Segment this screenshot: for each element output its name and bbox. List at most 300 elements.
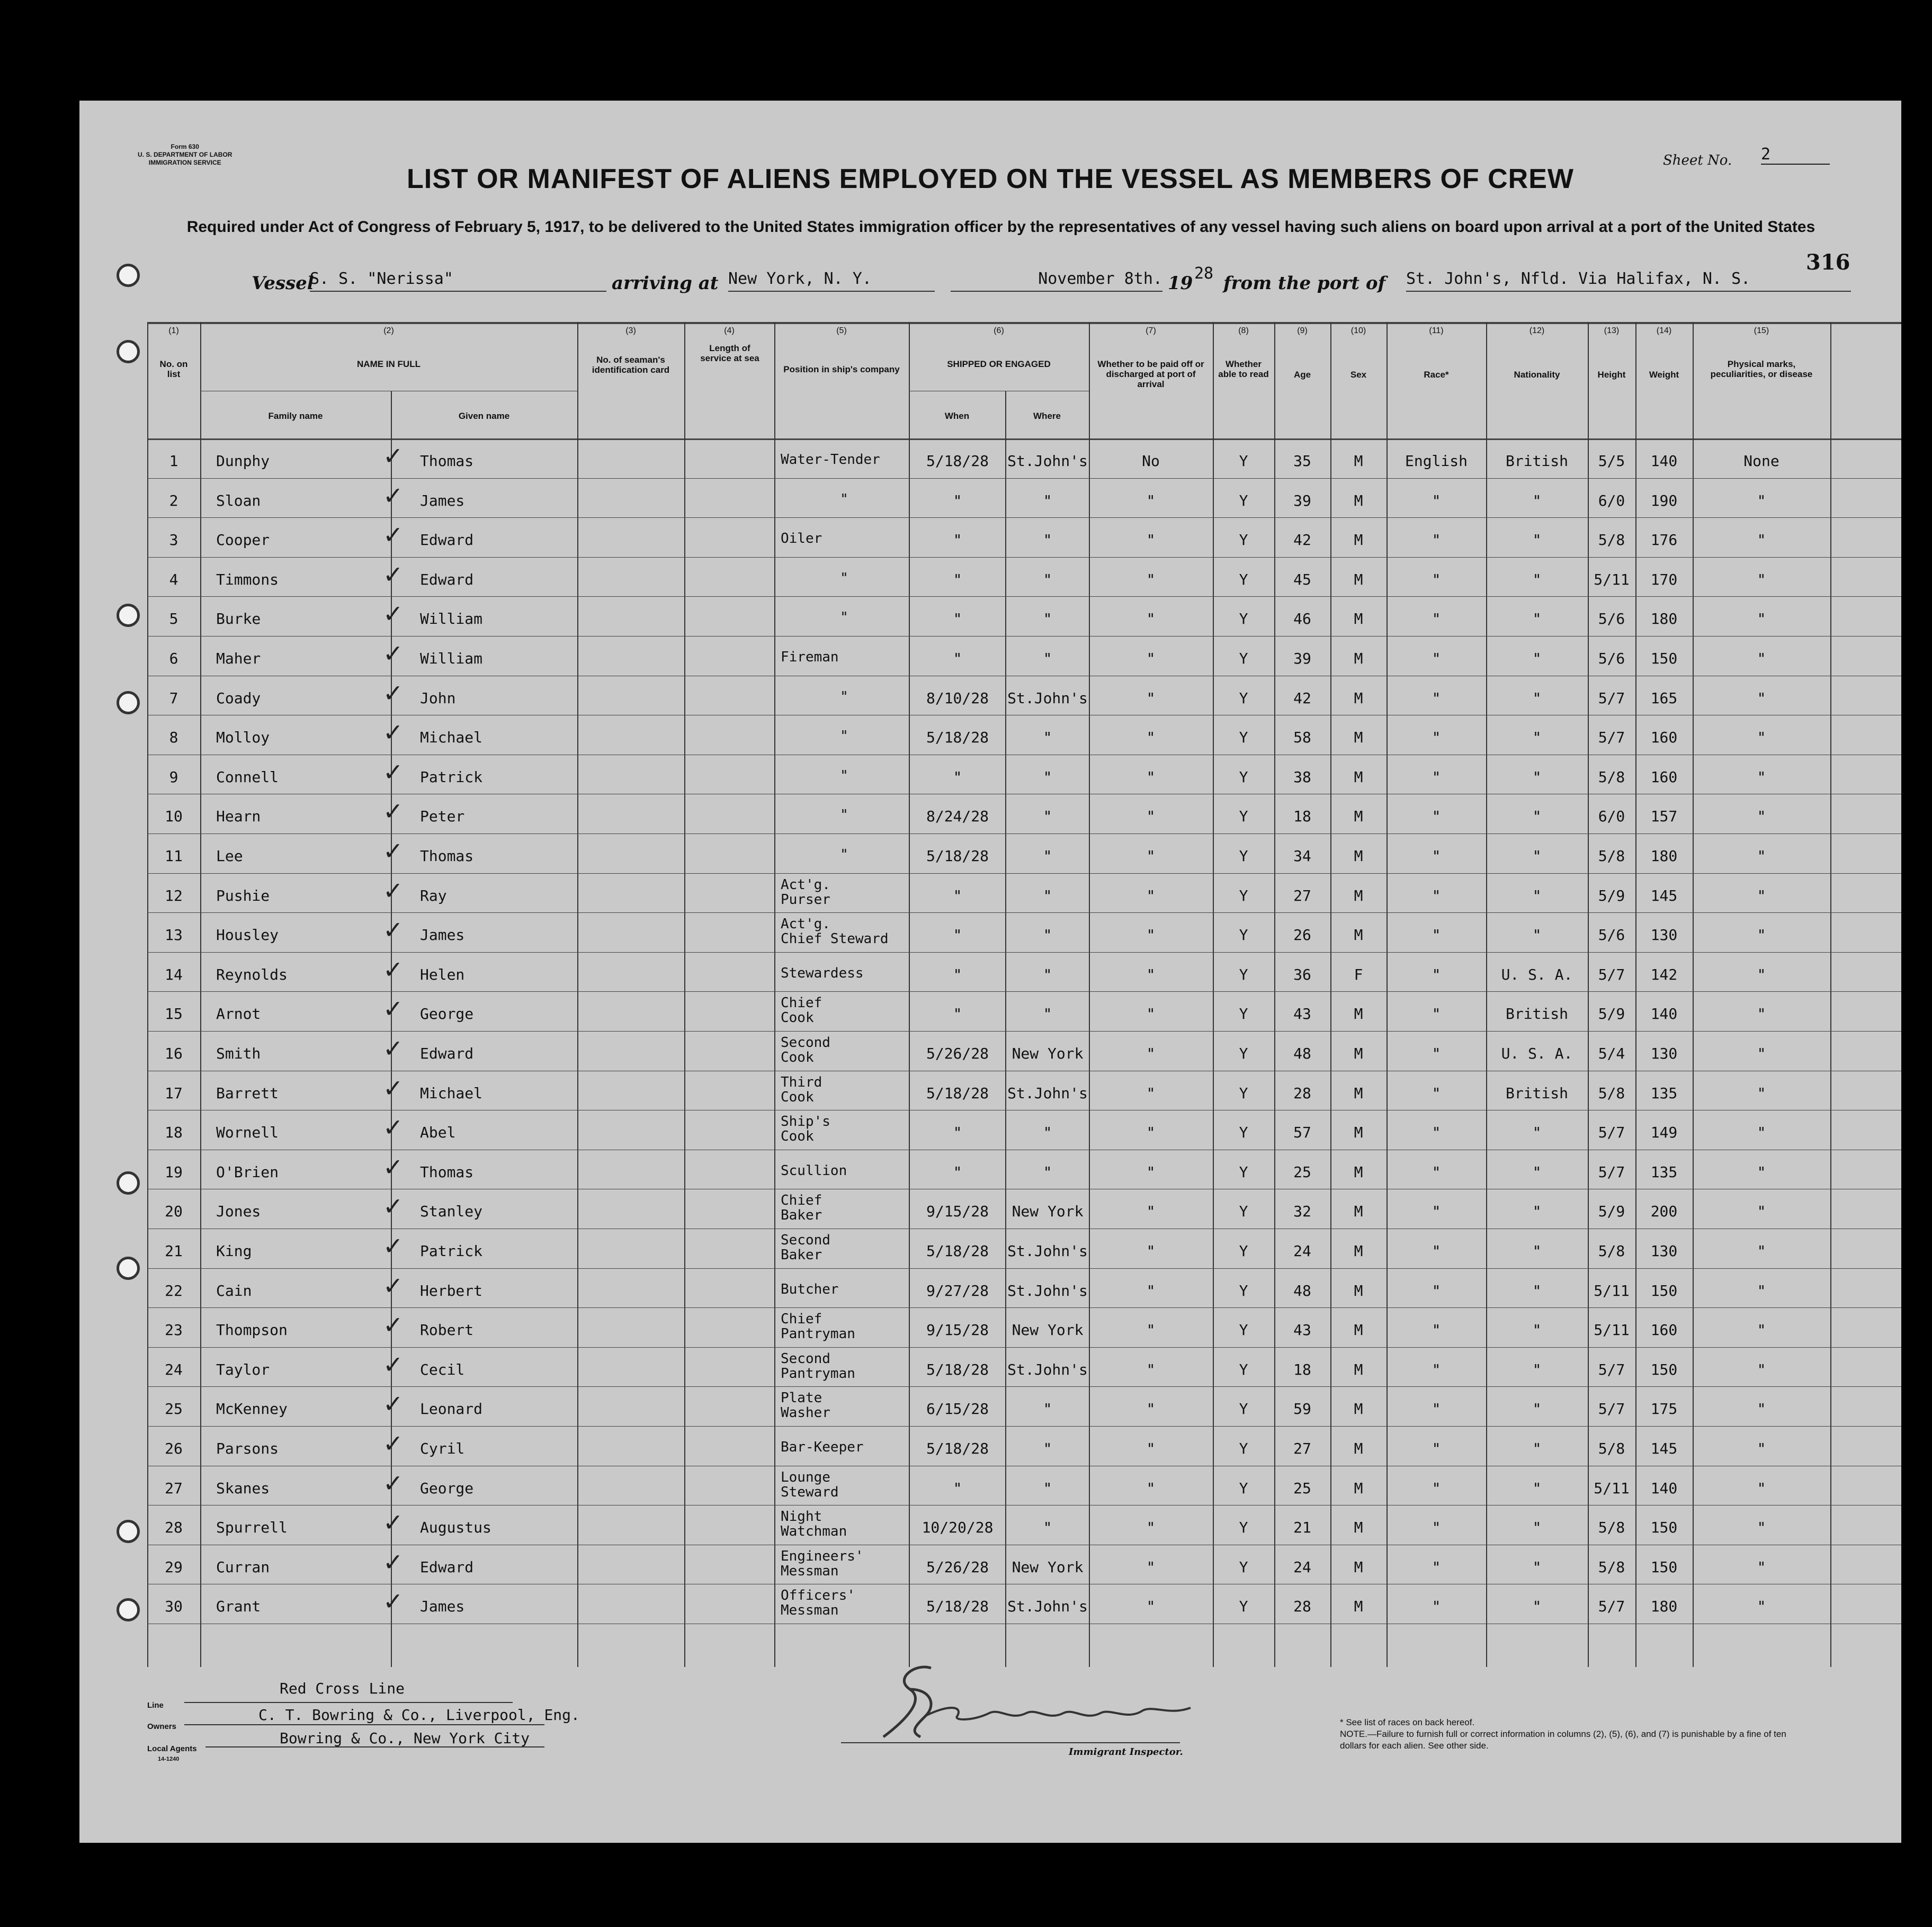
header-name-in-full: NAME IN FULL (357, 359, 421, 369)
cell-paid-off: " (1146, 1242, 1156, 1260)
cell-row-number: 24 (165, 1360, 183, 1378)
cell-shipped-where: " (1043, 808, 1052, 826)
cell-given-name: Thomas (420, 1163, 474, 1181)
cell-position: Fireman (781, 649, 839, 665)
cell-sex: M (1354, 452, 1363, 470)
header-nationality: Nationality (1514, 370, 1560, 380)
header-length-service: Length of service at sea (700, 343, 759, 363)
cell-weight: 160 (1650, 1321, 1678, 1339)
cell-physical-marks: " (1757, 1045, 1766, 1062)
cell-given-name: Patrick (420, 768, 483, 786)
cell-family-name: Spurrell (216, 1519, 288, 1537)
position-line-1: Chief (781, 995, 822, 1011)
cell-paid-off: " (1146, 1598, 1156, 1616)
cell-paid-off: " (1146, 1360, 1156, 1378)
cell-shipped-where: St.John's (1007, 1598, 1088, 1616)
cell-race: " (1432, 1124, 1441, 1142)
cell-sex: M (1354, 650, 1363, 667)
cell-family-name: Arnot (216, 1005, 261, 1023)
cell-race: " (1432, 1598, 1441, 1616)
row-rule (147, 1268, 1901, 1269)
cell-family-name: Pushie (216, 886, 270, 904)
cell-able-to-read: Y (1239, 926, 1248, 944)
cell-shipped-when: " (953, 886, 962, 904)
vessel-info-line (252, 264, 1893, 299)
cell-paid-off: " (1146, 1045, 1156, 1062)
cell-age: 59 (1293, 1400, 1311, 1418)
cell-shipped-when: " (953, 1163, 962, 1181)
binder-hole (117, 1520, 140, 1543)
cell-given-name: William (420, 610, 483, 628)
cell-sex: M (1354, 1045, 1363, 1062)
cell-able-to-read: Y (1239, 689, 1248, 707)
cell-row-number: 22 (165, 1281, 183, 1299)
cell-row-number: 21 (165, 1242, 183, 1260)
cell-physical-marks: " (1757, 650, 1766, 667)
cell-able-to-read: Y (1239, 1124, 1248, 1142)
cell-paid-off: " (1146, 808, 1156, 826)
position-line-1: Engineers' (781, 1548, 864, 1564)
cell-paid-off: " (1146, 1163, 1156, 1181)
cell-paid-off: " (1146, 1005, 1156, 1023)
cell-physical-marks: " (1757, 1321, 1766, 1339)
footnotes (1340, 1717, 1790, 1752)
cell-height: 5/7 (1598, 1360, 1625, 1378)
check-mark-icon: ✓ (383, 837, 404, 865)
cell-weight: 142 (1650, 965, 1678, 983)
cell-able-to-read: Y (1239, 1242, 1248, 1260)
check-mark-icon: ✓ (383, 757, 404, 786)
cell-row-number: 8 (169, 729, 178, 747)
cell-age: 21 (1293, 1519, 1311, 1537)
cell-height: 5/8 (1598, 1084, 1625, 1102)
check-mark-icon: ✓ (383, 1152, 404, 1181)
check-mark-icon: ✓ (383, 442, 404, 470)
cell-position (781, 1035, 908, 1065)
cell-able-to-read: Y (1239, 1321, 1248, 1339)
cell-weight: 130 (1650, 1045, 1678, 1062)
cell-weight: 180 (1650, 610, 1678, 628)
cell-paid-off: " (1146, 570, 1156, 588)
cell-position: " (840, 491, 848, 507)
line-label: Line (147, 1701, 164, 1710)
cell-age: 27 (1293, 1440, 1311, 1457)
cell-able-to-read: Y (1239, 847, 1248, 865)
cell-age: 28 (1293, 1598, 1311, 1616)
col-num-5: (5) (836, 326, 847, 335)
cell-physical-marks: " (1757, 1124, 1766, 1142)
position-line-2: Baker (781, 1247, 822, 1263)
check-mark-icon: ✓ (383, 599, 404, 629)
cell-height: 5/7 (1598, 1598, 1625, 1616)
cell-age: 45 (1293, 570, 1311, 588)
cell-family-name: King (216, 1242, 252, 1260)
row-rule (147, 517, 1901, 518)
cell-height: 5/8 (1598, 847, 1625, 865)
position-line-1: Ship's (781, 1114, 830, 1130)
row-rule (147, 952, 1901, 953)
cell-position (781, 1114, 908, 1144)
cell-nationality: British (1505, 452, 1568, 470)
cell-nationality: " (1532, 1203, 1542, 1221)
cell-sex: M (1354, 1400, 1363, 1418)
check-mark-icon: ✓ (383, 1113, 404, 1142)
cell-shipped-when: 8/10/28 (926, 689, 989, 707)
cell-family-name: Dunphy (216, 452, 270, 470)
cell-nationality: " (1532, 847, 1542, 865)
check-mark-icon: ✓ (383, 1468, 404, 1498)
cell-height: 5/7 (1598, 1163, 1625, 1181)
cell-family-name: Wornell (216, 1124, 279, 1142)
cell-family-name: Timmons (216, 570, 279, 588)
cell-paid-off: " (1146, 1440, 1156, 1457)
cell-nationality: " (1532, 808, 1542, 826)
cell-age: 42 (1293, 689, 1311, 707)
check-mark-icon: ✓ (383, 560, 404, 589)
cell-physical-marks: " (1757, 1360, 1766, 1378)
cell-weight: 135 (1650, 1084, 1678, 1102)
cell-able-to-read: Y (1239, 1163, 1248, 1181)
cell-given-name: James (420, 491, 465, 509)
cell-shipped-where: " (1043, 1519, 1052, 1537)
cell-physical-marks: " (1757, 1242, 1766, 1260)
cell-height: 5/8 (1598, 1440, 1625, 1457)
cell-age: 25 (1293, 1163, 1311, 1181)
header-position: Position in ship's company (783, 364, 900, 374)
cell-height: 5/7 (1598, 1400, 1625, 1418)
cell-physical-marks: " (1757, 570, 1766, 588)
header-when: When (944, 411, 970, 421)
cell-age: 18 (1293, 808, 1311, 826)
cell-paid-off: " (1146, 531, 1156, 549)
cell-able-to-read: Y (1239, 1084, 1248, 1102)
cell-shipped-when: " (953, 570, 962, 588)
from-port: St. John's, Nfld. Via Halifax, N. S. (1406, 270, 1851, 292)
cell-race: " (1432, 531, 1441, 549)
cell-position: " (840, 570, 848, 586)
cell-sex: M (1354, 1321, 1363, 1339)
col-num-11: (11) (1429, 326, 1444, 335)
check-mark-icon: ✓ (383, 639, 404, 668)
cell-paid-off: " (1146, 610, 1156, 628)
arriving-port: New York, N. Y. (728, 270, 935, 292)
cell-age: 28 (1293, 1084, 1311, 1102)
cell-family-name: Molloy (216, 729, 270, 747)
header-no-on-list: No. on list (159, 359, 188, 379)
cell-weight: 130 (1650, 1242, 1678, 1260)
position-line-1: Second (781, 1035, 830, 1051)
check-mark-icon: ✓ (383, 1350, 404, 1379)
cell-family-name: Housley (216, 926, 279, 944)
cell-sex: M (1354, 1558, 1363, 1576)
cell-sex: M (1354, 689, 1363, 707)
cell-sex: M (1354, 1084, 1363, 1102)
col-num-15: (15) (1754, 326, 1769, 335)
cell-nationality: " (1532, 1163, 1542, 1181)
cell-physical-marks: " (1757, 1203, 1766, 1221)
agents-value: Bowring & Co., New York City (280, 1729, 530, 1747)
row-rule (147, 991, 1901, 992)
cell-position (781, 1470, 908, 1500)
cell-position (781, 917, 908, 946)
cell-shipped-where: " (1043, 1479, 1052, 1497)
cell-position: " (840, 807, 848, 823)
cell-row-number: 25 (165, 1400, 183, 1418)
position-line-2: Pantryman (781, 1365, 855, 1382)
check-mark-icon: ✓ (383, 1508, 404, 1537)
cell-shipped-where: St.John's (1007, 452, 1088, 470)
cell-able-to-read: Y (1239, 610, 1248, 628)
year-suffix: 28 (1194, 264, 1214, 283)
cell-age: 46 (1293, 610, 1311, 628)
cell-shipped-when: " (953, 650, 962, 667)
cell-position (781, 1233, 908, 1262)
check-mark-icon: ✓ (383, 1073, 404, 1103)
cell-race: " (1432, 689, 1441, 707)
cell-height: 5/7 (1598, 689, 1625, 707)
position-line-1: Night (781, 1509, 822, 1525)
cell-shipped-where: " (1043, 1163, 1052, 1181)
cell-row-number: 2 (169, 491, 178, 509)
cell-paid-off: " (1146, 1124, 1156, 1142)
cell-position (781, 1312, 908, 1341)
col-num-14: (14) (1656, 326, 1672, 335)
cell-position (781, 1391, 908, 1420)
position-line-1: Chief (781, 1193, 822, 1209)
cell-age: 35 (1293, 452, 1311, 470)
cell-weight: 160 (1650, 768, 1678, 786)
department-name: U. S. DEPARTMENT OF LABOR (138, 151, 232, 158)
check-mark-icon: ✓ (383, 521, 404, 550)
check-mark-icon: ✓ (383, 876, 404, 905)
cell-family-name: Sloan (216, 491, 261, 509)
cell-position: Scullion (781, 1162, 847, 1179)
cell-given-name: Ray (420, 886, 447, 904)
cell-given-name: Michael (420, 1084, 483, 1102)
cell-height: 5/9 (1598, 886, 1625, 904)
header-given-name: Given name (458, 411, 510, 421)
cell-shipped-where: St.John's (1007, 1242, 1088, 1260)
cell-age: 25 (1293, 1479, 1311, 1497)
check-mark-icon: ✓ (383, 1271, 404, 1300)
cell-sex: M (1354, 570, 1363, 588)
position-line-1: Third (781, 1074, 822, 1090)
cell-given-name: Augustus (420, 1519, 491, 1537)
cell-paid-off: " (1146, 491, 1156, 509)
penalty-note: NOTE.—Failure to furnish full or correct information in columns (2), (5), (6), and (7) is punishable by a fine of ten dollars for each alien. See other side. (1340, 1729, 1786, 1751)
cell-row-number: 11 (165, 847, 183, 865)
cell-shipped-when: 5/26/28 (926, 1558, 989, 1576)
cell-race: " (1432, 729, 1441, 747)
cell-nationality: " (1532, 1360, 1542, 1378)
cell-sex: M (1354, 1163, 1363, 1181)
cell-shipped-when: 5/18/28 (926, 1360, 989, 1378)
cell-nationality: " (1532, 886, 1542, 904)
cell-position (781, 877, 908, 907)
cell-shipped-when: " (953, 1005, 962, 1023)
cell-race: " (1432, 1281, 1441, 1299)
cell-shipped-where: New York (1012, 1558, 1084, 1576)
cell-height: 5/11 (1594, 1479, 1630, 1497)
cell-able-to-read: Y (1239, 965, 1248, 983)
cell-family-name: Thompson (216, 1321, 288, 1339)
cell-sex: M (1354, 1242, 1363, 1260)
cell-row-number: 3 (169, 531, 178, 549)
cell-family-name: Maher (216, 650, 261, 667)
cell-race: " (1432, 847, 1441, 865)
header-race: Race* (1424, 370, 1449, 380)
check-mark-icon: ✓ (383, 994, 404, 1024)
cell-paid-off: " (1146, 1203, 1156, 1221)
manifest-sheet (79, 101, 1901, 1843)
line-value: Red Cross Line (280, 1680, 405, 1697)
arrival-date: November 8th. (951, 270, 1162, 292)
cell-row-number: 20 (165, 1203, 183, 1221)
cell-height: 5/8 (1598, 1519, 1625, 1537)
cell-paid-off: " (1146, 768, 1156, 786)
cell-given-name: Thomas (420, 847, 474, 865)
cell-position: Stewardess (781, 965, 864, 981)
cell-nationality: U. S. A. (1501, 1045, 1573, 1062)
col-num-3: (3) (625, 326, 636, 335)
vessel-label: Vessel (252, 273, 314, 294)
cell-shipped-when: 5/18/28 (926, 452, 989, 470)
check-mark-icon: ✓ (383, 1034, 404, 1063)
cell-age: 38 (1293, 768, 1311, 786)
position-line-2: Messman (781, 1563, 839, 1579)
cell-given-name: Stanley (420, 1203, 483, 1221)
cell-able-to-read: Y (1239, 808, 1248, 826)
vessel-name: S. S. "Nerissa" (310, 270, 606, 292)
cell-paid-off: " (1146, 650, 1156, 667)
cell-physical-marks: " (1757, 965, 1766, 983)
cell-able-to-read: Y (1239, 1519, 1248, 1537)
cell-family-name: Skanes (216, 1479, 270, 1497)
line-rule (184, 1702, 513, 1703)
cell-able-to-read: Y (1239, 1400, 1248, 1418)
cell-physical-marks: " (1757, 1163, 1766, 1181)
cell-paid-off: " (1146, 729, 1156, 747)
cell-shipped-where: " (1043, 650, 1052, 667)
cell-paid-off: " (1146, 1519, 1156, 1537)
cell-age: 48 (1293, 1045, 1311, 1062)
cell-weight: 190 (1650, 491, 1678, 509)
cell-race: " (1432, 1558, 1441, 1576)
cell-age: 27 (1293, 886, 1311, 904)
cell-shipped-where: St.John's (1007, 1084, 1088, 1102)
cell-nationality: " (1532, 689, 1542, 707)
cell-height: 5/4 (1598, 1045, 1625, 1062)
cell-able-to-read: Y (1239, 491, 1248, 509)
cell-height: 5/11 (1594, 1321, 1630, 1339)
cell-shipped-when: " (953, 965, 962, 983)
cell-able-to-read: Y (1239, 768, 1248, 786)
cell-weight: 170 (1650, 570, 1678, 588)
cell-shipped-when: 5/18/28 (926, 847, 989, 865)
cell-family-name: Lee (216, 847, 243, 865)
cell-shipped-when: 5/18/28 (926, 1598, 989, 1616)
header-weight: Weight (1649, 370, 1679, 380)
cell-sex: M (1354, 729, 1363, 747)
cell-given-name: Edward (420, 1045, 474, 1062)
cell-race: " (1432, 1163, 1441, 1181)
cell-race: " (1432, 491, 1441, 509)
check-mark-icon: ✓ (383, 1192, 404, 1221)
cell-position (781, 1351, 908, 1381)
cell-nationality: " (1532, 768, 1542, 786)
cell-height: 5/6 (1598, 610, 1625, 628)
cell-row-number: 6 (169, 650, 178, 667)
cell-weight: 160 (1650, 729, 1678, 747)
cell-able-to-read: Y (1239, 650, 1248, 667)
cell-shipped-where: " (1043, 768, 1052, 786)
cell-row-number: 19 (165, 1163, 183, 1181)
row-rule (147, 1031, 1901, 1032)
cell-paid-off: " (1146, 1084, 1156, 1102)
position-line-2: Cook (781, 1010, 814, 1026)
cell-given-name: John (420, 689, 456, 707)
cell-shipped-when: " (953, 1479, 962, 1497)
cell-weight: 176 (1650, 531, 1678, 549)
cell-shipped-when: 5/18/28 (926, 1440, 989, 1457)
cell-family-name: Connell (216, 768, 279, 786)
cell-family-name: O'Brien (216, 1163, 279, 1181)
cell-given-name: Patrick (420, 1242, 483, 1260)
cell-height: 5/7 (1598, 965, 1625, 983)
cell-shipped-when: 5/18/28 (926, 1242, 989, 1260)
cell-physical-marks: " (1757, 847, 1766, 865)
row-rule (147, 1347, 1901, 1348)
cell-able-to-read: Y (1239, 1440, 1248, 1457)
cell-shipped-when: " (953, 926, 962, 944)
cell-family-name: McKenney (216, 1400, 288, 1418)
row-rule (147, 557, 1901, 558)
cell-age: 57 (1293, 1124, 1311, 1142)
cell-shipped-where: New York (1012, 1321, 1084, 1339)
cell-nationality: " (1532, 1242, 1542, 1260)
col-num-10: (10) (1350, 326, 1366, 335)
cell-nationality: " (1532, 1400, 1542, 1418)
cell-able-to-read: Y (1239, 452, 1248, 470)
cell-given-name: Edward (420, 531, 474, 549)
position-line-1: Officers' (781, 1588, 855, 1604)
owners-rule (184, 1724, 544, 1725)
cell-paid-off: " (1146, 1479, 1156, 1497)
cell-shipped-where: " (1043, 1124, 1052, 1142)
cell-shipped-where: " (1043, 1400, 1052, 1418)
cell-weight: 165 (1650, 689, 1678, 707)
cell-race: " (1432, 1400, 1441, 1418)
col-num-13: (13) (1604, 326, 1620, 335)
position-line-1: Second (781, 1350, 830, 1367)
cell-position: " (840, 688, 848, 705)
cell-height: 5/8 (1598, 768, 1625, 786)
check-mark-icon: ✓ (383, 1587, 404, 1616)
cell-row-number: 9 (169, 768, 178, 786)
cell-height: 5/8 (1598, 531, 1625, 549)
cell-nationality: " (1532, 1124, 1542, 1142)
header-physical-marks: Physical marks, peculiarities, or disease (1710, 359, 1813, 379)
cell-row-number: 17 (165, 1084, 183, 1102)
cell-given-name: Herbert (420, 1281, 483, 1299)
cell-able-to-read: Y (1239, 570, 1248, 588)
cell-family-name: Burke (216, 610, 261, 628)
col-num-7: (7) (1146, 326, 1156, 335)
owners-label: Owners (147, 1722, 177, 1731)
cell-height: 5/11 (1594, 1281, 1630, 1299)
cell-row-number: 5 (169, 610, 178, 628)
cell-row-number: 7 (169, 689, 178, 707)
